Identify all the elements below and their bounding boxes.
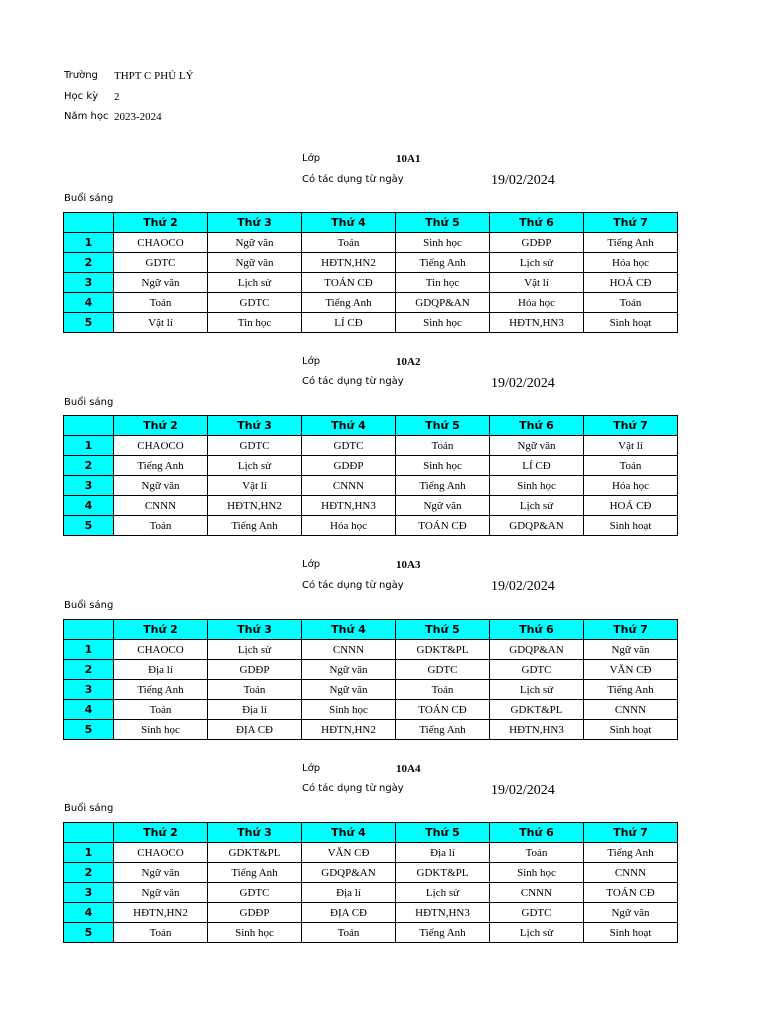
subject-cell: Địa lí <box>396 843 490 863</box>
subject-cell: Tin học <box>208 313 302 333</box>
header-cell: Thứ 6 <box>490 620 584 640</box>
subject-cell: Ngữ văn <box>490 436 584 456</box>
subject-cell: Tiếng Anh <box>114 456 208 476</box>
table-row <box>64 700 678 720</box>
period-cell: 2 <box>64 456 114 476</box>
table-row <box>64 253 678 273</box>
class-label: Lớp <box>302 763 321 774</box>
year-label: Năm học <box>64 111 109 122</box>
subject-cell: Ngữ văn <box>208 253 302 273</box>
period-cell: 2 <box>64 253 114 273</box>
subject-cell: HĐTN,HN3 <box>302 496 396 516</box>
header-cell: Thứ 6 <box>490 213 584 233</box>
period-cell: 2 <box>64 863 114 883</box>
semester-value: 2 <box>114 91 120 103</box>
year-value: 2023-2024 <box>114 111 162 123</box>
subject-cell: TOÁN CĐ <box>396 700 490 720</box>
subject-cell: VĂN CĐ <box>584 660 678 680</box>
subject-cell: Địa lí <box>302 883 396 903</box>
period-cell: 3 <box>64 883 114 903</box>
subject-cell: GDQP&AN <box>490 640 584 660</box>
subject-cell: Tiếng Anh <box>114 680 208 700</box>
subject-cell: Hóa học <box>584 476 678 496</box>
header-cell: Thứ 3 <box>208 620 302 640</box>
table-row <box>64 843 678 863</box>
effective-date: 19/02/2024 <box>491 579 555 594</box>
semester-label: Học kỳ <box>64 91 99 102</box>
subject-cell: Tiếng Anh <box>396 923 490 943</box>
period-cell: 4 <box>64 903 114 923</box>
subject-cell: CNNN <box>114 496 208 516</box>
subject-cell: CHAOCO <box>114 640 208 660</box>
session-label: Buổi sáng <box>64 193 114 204</box>
subject-cell: TOÁN CĐ <box>302 273 396 293</box>
table-row <box>64 496 678 516</box>
subject-cell: Lịch sử <box>208 640 302 660</box>
subject-cell: Vật lí <box>490 273 584 293</box>
period-cell: 5 <box>64 923 114 943</box>
subject-cell: CHAOCO <box>114 436 208 456</box>
period-cell: 4 <box>64 293 114 313</box>
table-row <box>64 436 678 456</box>
header-cell: Thứ 5 <box>396 416 490 436</box>
subject-cell: Hóa học <box>490 293 584 313</box>
subject-cell: Sinh học <box>208 923 302 943</box>
subject-cell: GDTC <box>302 436 396 456</box>
subject-cell: Tin học <box>396 273 490 293</box>
subject-cell: Tiếng Anh <box>208 516 302 536</box>
subject-cell: Sinh học <box>396 456 490 476</box>
subject-cell: Toán <box>302 233 396 253</box>
subject-cell: Sinh học <box>490 863 584 883</box>
subject-cell: HĐTN,HN2 <box>302 253 396 273</box>
subject-cell: Tiếng Anh <box>584 680 678 700</box>
subject-cell: Tiếng Anh <box>208 863 302 883</box>
session-label: Buổi sáng <box>64 803 114 814</box>
subject-cell: Vật lí <box>208 476 302 496</box>
header-cell: Thứ 5 <box>396 823 490 843</box>
subject-cell: Tiếng Anh <box>396 720 490 740</box>
header-cell: Thứ 2 <box>114 823 208 843</box>
subject-cell: Ngữ văn <box>114 863 208 883</box>
header-cell: Thứ 5 <box>396 620 490 640</box>
header-cell: Thứ 3 <box>208 823 302 843</box>
subject-cell: CNNN <box>302 476 396 496</box>
subject-cell: Hóa học <box>584 253 678 273</box>
subject-cell: GDĐP <box>208 660 302 680</box>
table-row <box>64 863 678 883</box>
effective-label: Có tác dụng từ ngày <box>302 376 404 387</box>
table-header-row <box>64 620 678 640</box>
class-value: 10A2 <box>396 356 421 368</box>
subject-cell: Toán <box>114 516 208 536</box>
subject-cell: GDKT&PL <box>396 863 490 883</box>
period-cell: 1 <box>64 436 114 456</box>
subject-cell: Lịch sử <box>208 273 302 293</box>
subject-cell: Ngữ văn <box>584 640 678 660</box>
period-cell: 3 <box>64 273 114 293</box>
subject-cell: Toán <box>114 923 208 943</box>
period-cell: 2 <box>64 660 114 680</box>
school-value: THPT C PHỦ LÝ <box>114 70 194 82</box>
subject-cell: GDĐP <box>302 456 396 476</box>
subject-cell: Lịch sử <box>490 253 584 273</box>
header-cell: Thứ 2 <box>114 620 208 640</box>
period-cell: 5 <box>64 720 114 740</box>
subject-cell: Sinh học <box>302 700 396 720</box>
subject-cell: HĐTN,HN3 <box>490 720 584 740</box>
subject-cell: Hóa học <box>302 516 396 536</box>
subject-cell: Toán <box>208 680 302 700</box>
table-row <box>64 273 678 293</box>
subject-cell: Ngữ văn <box>114 273 208 293</box>
subject-cell: Lịch sử <box>490 496 584 516</box>
period-cell: 4 <box>64 496 114 516</box>
subject-cell: Lịch sử <box>490 680 584 700</box>
subject-cell: Toán <box>490 843 584 863</box>
period-cell: 3 <box>64 680 114 700</box>
subject-cell: ĐỊA CĐ <box>208 720 302 740</box>
subject-cell: GDTC <box>490 903 584 923</box>
subject-cell: Sinh học <box>114 720 208 740</box>
table-row <box>64 923 678 943</box>
subject-cell: Toán <box>114 700 208 720</box>
subject-cell: GDQP&AN <box>490 516 584 536</box>
header-cell: Thứ 3 <box>208 213 302 233</box>
subject-cell: CNNN <box>302 640 396 660</box>
subject-cell: TOÁN CĐ <box>584 883 678 903</box>
subject-cell: Sinh hoạt <box>584 720 678 740</box>
subject-cell: GDTC <box>114 253 208 273</box>
header-cell: Thứ 7 <box>584 213 678 233</box>
header-cell: Thứ 7 <box>584 620 678 640</box>
subject-cell: CNNN <box>584 863 678 883</box>
subject-cell: HĐTN,HN2 <box>114 903 208 923</box>
subject-cell: TOÁN CĐ <box>396 516 490 536</box>
subject-cell: HĐTN,HN2 <box>208 496 302 516</box>
subject-cell: Toán <box>584 293 678 313</box>
subject-cell: Sinh hoạt <box>584 923 678 943</box>
period-cell: 1 <box>64 233 114 253</box>
table-row <box>64 313 678 333</box>
subject-cell: Sinh học <box>396 233 490 253</box>
subject-cell: Toán <box>396 680 490 700</box>
session-label: Buổi sáng <box>64 397 114 408</box>
table-row <box>64 516 678 536</box>
subject-cell: Tiếng Anh <box>584 843 678 863</box>
period-cell: 5 <box>64 313 114 333</box>
subject-cell: GDKT&PL <box>490 700 584 720</box>
period-cell: 5 <box>64 516 114 536</box>
subject-cell: Ngữ văn <box>114 476 208 496</box>
subject-cell: Toán <box>396 436 490 456</box>
header-cell: Thứ 5 <box>396 213 490 233</box>
header-cell: Thứ 4 <box>302 620 396 640</box>
subject-cell: Ngữ văn <box>584 903 678 923</box>
table-row <box>64 233 678 253</box>
subject-cell: CNNN <box>490 883 584 903</box>
header-cell: Thứ 4 <box>302 823 396 843</box>
header-cell: Thứ 7 <box>584 416 678 436</box>
subject-cell: HĐTN,HN3 <box>490 313 584 333</box>
subject-cell: Lịch sử <box>490 923 584 943</box>
header-cell: Thứ 2 <box>114 416 208 436</box>
header-cell: Thứ 4 <box>302 416 396 436</box>
table-row <box>64 680 678 700</box>
table-header-row <box>64 213 678 233</box>
table-row <box>64 293 678 313</box>
school-label: Trường <box>64 70 98 81</box>
header-cell: Thứ 4 <box>302 213 396 233</box>
effective-date: 19/02/2024 <box>491 173 555 188</box>
subject-cell: CHAOCO <box>114 233 208 253</box>
table-header-row <box>64 823 678 843</box>
subject-cell: Vật lí <box>114 313 208 333</box>
effective-label: Có tác dụng từ ngày <box>302 783 404 794</box>
subject-cell: Tiếng Anh <box>302 293 396 313</box>
subject-cell: HĐTN,HN2 <box>302 720 396 740</box>
class-value: 10A3 <box>396 559 421 571</box>
table-row <box>64 720 678 740</box>
table-header-row <box>64 416 678 436</box>
header-cell: Thứ 6 <box>490 823 584 843</box>
table-row <box>64 640 678 660</box>
subject-cell: Lịch sử <box>396 883 490 903</box>
header-cell: Thứ 3 <box>208 416 302 436</box>
class-value: 10A1 <box>396 153 421 165</box>
subject-cell: Tiếng Anh <box>584 233 678 253</box>
subject-cell: Toán <box>584 456 678 476</box>
timetable-10a4 <box>63 822 678 943</box>
subject-cell: Toán <box>114 293 208 313</box>
subject-cell: Ngữ văn <box>208 233 302 253</box>
subject-cell: GDTC <box>490 660 584 680</box>
subject-cell: LÍ CĐ <box>490 456 584 476</box>
subject-cell: CHAOCO <box>114 843 208 863</box>
class-label: Lớp <box>302 559 321 570</box>
table-row <box>64 883 678 903</box>
subject-cell: HOÁ CĐ <box>584 496 678 516</box>
header-cell: Thứ 6 <box>490 416 584 436</box>
header-cell <box>64 620 114 640</box>
subject-cell: GDKT&PL <box>396 640 490 660</box>
header-cell <box>64 213 114 233</box>
header-cell: Thứ 2 <box>114 213 208 233</box>
subject-cell: Sinh học <box>490 476 584 496</box>
subject-cell: Toán <box>302 923 396 943</box>
table-row <box>64 903 678 923</box>
subject-cell: Sinh hoạt <box>584 516 678 536</box>
subject-cell: Sinh hoạt <box>584 313 678 333</box>
subject-cell: GDTC <box>208 436 302 456</box>
subject-cell: GDTC <box>396 660 490 680</box>
subject-cell: GDTC <box>208 883 302 903</box>
subject-cell: HOÁ CĐ <box>584 273 678 293</box>
effective-label: Có tác dụng từ ngày <box>302 580 404 591</box>
subject-cell: Tiếng Anh <box>396 476 490 496</box>
subject-cell: GDKT&PL <box>208 843 302 863</box>
timetable-10a2 <box>63 415 678 536</box>
subject-cell: Lịch sử <box>208 456 302 476</box>
subject-cell: GDQP&AN <box>396 293 490 313</box>
subject-cell: LÍ CĐ <box>302 313 396 333</box>
subject-cell: Ngữ văn <box>114 883 208 903</box>
subject-cell: Ngữ văn <box>302 660 396 680</box>
subject-cell: GDĐP <box>490 233 584 253</box>
period-cell: 1 <box>64 843 114 863</box>
header-cell: Thứ 7 <box>584 823 678 843</box>
subject-cell: Sinh học <box>396 313 490 333</box>
effective-date: 19/02/2024 <box>491 783 555 798</box>
subject-cell: ĐỊA CĐ <box>302 903 396 923</box>
period-cell: 1 <box>64 640 114 660</box>
subject-cell: CNNN <box>584 700 678 720</box>
subject-cell: GDQP&AN <box>302 863 396 883</box>
class-label: Lớp <box>302 356 321 367</box>
subject-cell: Ngữ văn <box>302 680 396 700</box>
class-label: Lớp <box>302 153 321 164</box>
table-row <box>64 456 678 476</box>
subject-cell: VĂN CĐ <box>302 843 396 863</box>
session-label: Buổi sáng <box>64 600 114 611</box>
subject-cell: GDĐP <box>208 903 302 923</box>
subject-cell: Địa lí <box>114 660 208 680</box>
subject-cell: GDTC <box>208 293 302 313</box>
class-value: 10A4 <box>396 763 421 775</box>
subject-cell: Ngữ văn <box>396 496 490 516</box>
timetable-10a3 <box>63 619 678 740</box>
table-row <box>64 660 678 680</box>
table-row <box>64 476 678 496</box>
period-cell: 3 <box>64 476 114 496</box>
subject-cell: Tiếng Anh <box>396 253 490 273</box>
effective-date: 19/02/2024 <box>491 376 555 391</box>
period-cell: 4 <box>64 700 114 720</box>
effective-label: Có tác dụng từ ngày <box>302 174 404 185</box>
header-cell <box>64 416 114 436</box>
subject-cell: Địa lí <box>208 700 302 720</box>
timetable-10a1 <box>63 212 678 333</box>
subject-cell: Vật lí <box>584 436 678 456</box>
header-cell <box>64 823 114 843</box>
subject-cell: HĐTN,HN3 <box>396 903 490 923</box>
